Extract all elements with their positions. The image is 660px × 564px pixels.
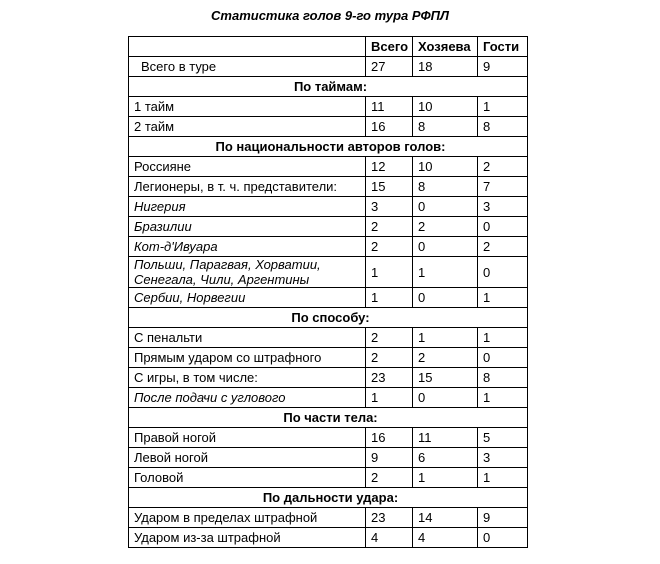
section-header xyxy=(129,488,528,508)
cell-home: 6 xyxy=(413,448,478,468)
cell-total: 12 xyxy=(366,157,413,177)
row-label xyxy=(129,257,366,288)
cell-total: 3 xyxy=(366,197,413,217)
cell-away: 1 xyxy=(478,328,528,348)
table-row xyxy=(129,428,528,448)
cell-home: 2 xyxy=(413,348,478,368)
cell-away: 5 xyxy=(478,428,528,448)
row-label: Правой ногой xyxy=(129,428,366,448)
header-total: Всего xyxy=(366,37,413,57)
table-row xyxy=(129,177,528,197)
section-title: По дальности удара: xyxy=(129,488,528,508)
cell-away: 9 xyxy=(478,508,528,528)
row-label: Бразилии xyxy=(129,217,366,237)
table-row xyxy=(129,257,528,288)
cell-away: 8 xyxy=(478,368,528,388)
section-title: По части тела: xyxy=(129,408,528,428)
cell-away: 2 xyxy=(478,157,528,177)
cell-away: 9 xyxy=(478,57,528,77)
cell-home: 10 xyxy=(413,97,478,117)
header-row xyxy=(129,37,528,57)
header-away: Гости xyxy=(478,37,528,57)
cell-home: 0 xyxy=(413,197,478,217)
cell-total: 23 xyxy=(366,368,413,388)
goal-stats-table xyxy=(128,36,528,548)
table-row xyxy=(129,508,528,528)
row-label: Ударом из-за штрафной xyxy=(129,528,366,548)
row-label: С игры, в том числе: xyxy=(129,368,366,388)
table-row xyxy=(129,528,528,548)
cell-away: 0 xyxy=(478,528,528,548)
cell-home: 11 xyxy=(413,428,478,448)
table-row xyxy=(129,368,528,388)
cell-away: 8 xyxy=(478,117,528,137)
cell-away: 2 xyxy=(478,237,528,257)
table-row xyxy=(129,157,528,177)
table-row xyxy=(129,348,528,368)
cell-away: 0 xyxy=(478,257,528,288)
row-label: Ударом в пределах штрафной xyxy=(129,508,366,528)
table-row xyxy=(129,217,528,237)
cell-home: 0 xyxy=(413,388,478,408)
cell-away: 3 xyxy=(478,448,528,468)
row-label: Головой xyxy=(129,468,366,488)
cell-total: 16 xyxy=(366,117,413,137)
cell-home: 18 xyxy=(413,57,478,77)
row-label: Нигерия xyxy=(129,197,366,217)
table-row xyxy=(129,288,528,308)
table-row xyxy=(129,468,528,488)
cell-home: 15 xyxy=(413,368,478,388)
row-label: 2 тайм xyxy=(129,117,366,137)
header-home: Хозяева xyxy=(413,37,478,57)
cell-away: 1 xyxy=(478,288,528,308)
row-label: Россияне xyxy=(129,157,366,177)
row-label: Сербии, Норвегии xyxy=(129,288,366,308)
cell-away: 3 xyxy=(478,197,528,217)
section-header xyxy=(129,137,528,157)
cell-away: 7 xyxy=(478,177,528,197)
cell-total: 2 xyxy=(366,237,413,257)
cell-away: 1 xyxy=(478,388,528,408)
row-label: После подачи с углового xyxy=(129,388,366,408)
cell-home: 0 xyxy=(413,237,478,257)
row-label: Левой ногой xyxy=(129,448,366,468)
cell-home: 1 xyxy=(413,328,478,348)
section-title: По национальности авторов голов: xyxy=(129,137,528,157)
section-header xyxy=(129,308,528,328)
cell-away: 0 xyxy=(478,348,528,368)
cell-home: 0 xyxy=(413,288,478,308)
cell-total: 1 xyxy=(366,388,413,408)
cell-total: 9 xyxy=(366,448,413,468)
cell-home: 1 xyxy=(413,257,478,288)
row-label: Кот-д'Ивуара xyxy=(129,237,366,257)
cell-away: 0 xyxy=(478,217,528,237)
table-row xyxy=(129,237,528,257)
row-label: 1 тайм xyxy=(129,97,366,117)
cell-total: 1 xyxy=(366,288,413,308)
cell-total: 23 xyxy=(366,508,413,528)
cell-total: 1 xyxy=(366,257,413,288)
cell-home: 10 xyxy=(413,157,478,177)
cell-home: 8 xyxy=(413,117,478,137)
table-row xyxy=(129,328,528,348)
section-header xyxy=(129,77,528,97)
cell-total: 2 xyxy=(366,217,413,237)
cell-total: 4 xyxy=(366,528,413,548)
table-row xyxy=(129,448,528,468)
cell-home: 4 xyxy=(413,528,478,548)
row-label-line: Сенегала, Чили, Аргентины xyxy=(134,272,310,287)
cell-home: 1 xyxy=(413,468,478,488)
cell-home: 8 xyxy=(413,177,478,197)
cell-home: 14 xyxy=(413,508,478,528)
section-title: По таймам: xyxy=(129,77,528,97)
cell-total: 2 xyxy=(366,468,413,488)
cell-away: 1 xyxy=(478,468,528,488)
cell-total: 2 xyxy=(366,348,413,368)
row-label: Прямым ударом со штрафного xyxy=(129,348,366,368)
table-row xyxy=(129,97,528,117)
header-cell-empty xyxy=(129,37,366,57)
row-label: Всего в туре xyxy=(129,57,366,77)
document-title: Статистика голов 9-го тура РФПЛ xyxy=(211,8,449,23)
cell-total: 2 xyxy=(366,328,413,348)
row-label: Легионеры, в т. ч. представители: xyxy=(129,177,366,197)
cell-total: 16 xyxy=(366,428,413,448)
cell-total: 15 xyxy=(366,177,413,197)
row-label-line: Польши, Парагвая, Хорватии, xyxy=(134,257,321,272)
table-row xyxy=(129,388,528,408)
row-label: С пенальти xyxy=(129,328,366,348)
section-title: По способу: xyxy=(129,308,528,328)
cell-away: 1 xyxy=(478,97,528,117)
cell-total: 27 xyxy=(366,57,413,77)
section-header xyxy=(129,408,528,428)
table-row xyxy=(129,117,528,137)
cell-home: 2 xyxy=(413,217,478,237)
total-row xyxy=(129,57,528,77)
table-row xyxy=(129,197,528,217)
cell-total: 11 xyxy=(366,97,413,117)
